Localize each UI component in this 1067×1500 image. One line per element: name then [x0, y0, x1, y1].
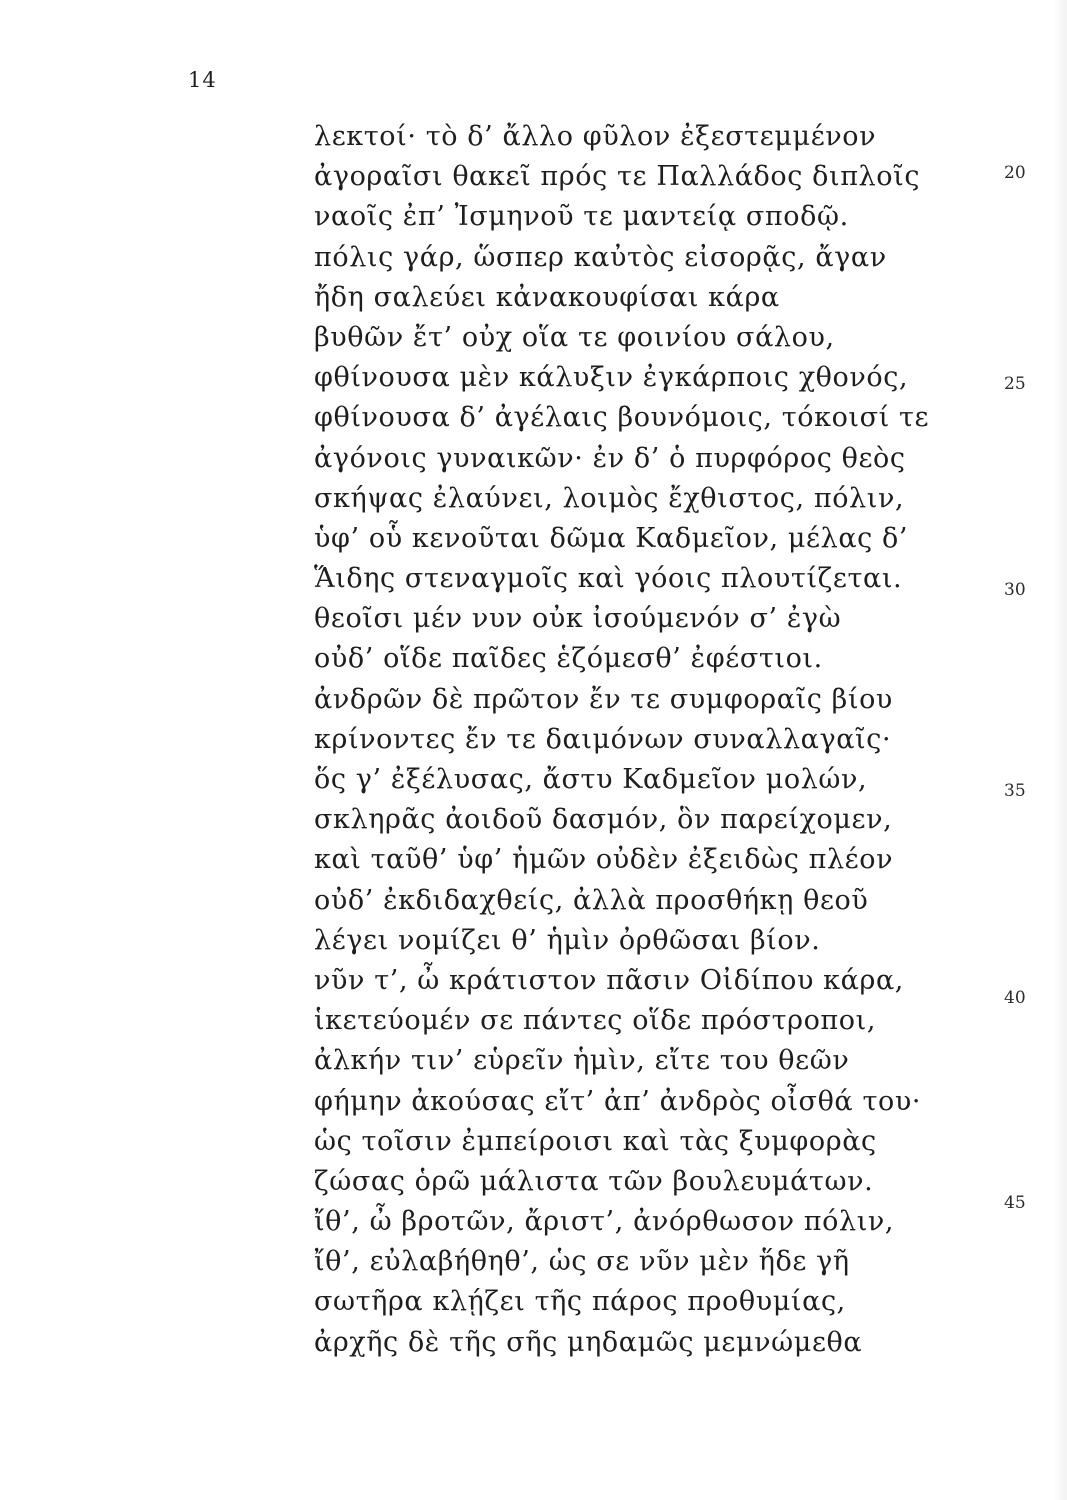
page-edge-shadow: [1053, 0, 1067, 1500]
verse-line: λεκτοί· τὸ δ’ ἄλλο φῦλον ἐξεστεμμένον: [314, 121, 877, 152]
line-number: 40: [1004, 988, 1026, 1008]
verse-line: ἀγόνοις γυναικῶν· ἐν δ’ ὁ πυρφόρος θεὸς: [314, 442, 906, 474]
verse-line: λέγει νομίζει θ’ ἡμὶν ὀρθῶσαι βίον.: [314, 924, 821, 956]
verse-line: ναοῖς ἐπ’ Ἰσμηνοῦ τε μαντείᾳ σποδῷ.: [314, 201, 849, 233]
verse-line: ἀγοραῖσι θακεῖ πρός τε Παλλάδος διπλοῖς: [314, 161, 921, 193]
verse-line: ὅς γ’ ἐξέλυσας, ἄστυ Καδμεῖον μολών,: [314, 764, 868, 795]
verse-line: ἴθ’, ὦ βροτῶν, ἄριστ’, ἀνόρθωσον πόλιν,: [314, 1206, 895, 1238]
line-number: 35: [1004, 781, 1026, 801]
verse-line: θεοῖσι μέν νυν οὐκ ἰσούμενόν σ’ ἐγὼ: [314, 603, 842, 635]
verse-line: φήμην ἀκούσας εἴτ’ ἀπ’ ἀνδρὸς οἶσθά του·: [314, 1085, 922, 1117]
verse-line: σωτῆρα κλῄζει τῆς πάρος προθυμίας,: [314, 1286, 846, 1318]
verse-line: σκήψας ἐλαύνει, λοιμὸς ἔχθιστος, πόλιν,: [314, 482, 905, 514]
line-number: 30: [1004, 580, 1026, 600]
verse-line: Ἅιδης στεναγμοῖς καὶ γόοις πλουτίζεται.: [314, 563, 903, 595]
verse-line: φθίνουσα μὲν κάλυξιν ἐγκάρποις χθονός,: [314, 362, 909, 394]
verse-line: ἤδη σαλεύει κἀνακουφίσαι κάρα: [314, 281, 780, 313]
verse-line: οὐδ’ ἐκδιδαχθείς, ἀλλὰ προσθήκῃ θεοῦ: [314, 884, 869, 916]
verse-line: ἀρχῆς δὲ τῆς σῆς μηδαμῶς μεμνώμεθα: [314, 1326, 863, 1358]
verse-line: νῦν τ’, ὦ κράτιστον πᾶσιν Οἰδίπου κάρα,: [314, 964, 904, 996]
verse-line: ὡς τοῖσιν ἐμπείροισι καὶ τὰς ξυμφορὰς: [314, 1125, 877, 1157]
verse-line: οὐδ’ οἵδε παῖδες ἑζόμεσθ’ ἐφέστιοι.: [314, 643, 823, 675]
line-number: 20: [1004, 163, 1026, 183]
verse-line: πόλις γάρ, ὥσπερ καὐτὸς εἰσορᾷς, ἄγαν: [314, 241, 887, 273]
verse-line: καὶ ταῦθ’ ὑφ’ ἡμῶν οὐδὲν ἐξειδὼς πλέον: [314, 844, 894, 876]
page-number: 14: [188, 68, 217, 92]
line-number: 25: [1004, 374, 1026, 394]
verse-line: φθίνουσα δ’ ἀγέλαις βουνόμοις, τόκοισί τε: [314, 402, 930, 434]
verse-line: βυθῶν ἔτ’ οὐχ οἵα τε φοινίου σάλου,: [314, 321, 835, 353]
verse-line: ὑφ’ οὗ κενοῦται δῶμα Καδμεῖον, μέλας δ’: [314, 522, 909, 554]
verse-text-block: [314, 117, 974, 1363]
verse-line: ἀλκήν τιν’ εὑρεῖν ἡμὶν, εἴτε του θεῶν: [314, 1045, 850, 1077]
verse-line: ἱκετεύομέν σε πάντες οἵδε πρόστροποι,: [314, 1005, 877, 1037]
verse-line: σκληρᾶς ἀοιδοῦ δασμόν, ὃν παρείχομεν,: [314, 804, 893, 836]
verse-line: κρίνοντες ἔν τε δαιμόνων συναλλαγαῖς·: [314, 723, 892, 755]
line-number: 45: [1004, 1193, 1026, 1213]
verse-line: ἀνδρῶν δὲ πρῶτον ἔν τε συμφοραῖς βίου: [314, 683, 893, 715]
verse-line: ζώσας ὁρῶ μάλιστα τῶν βουλευμάτων.: [314, 1165, 874, 1197]
verse-line: ἴθ’, εὐλαβήθηθ’, ὡς σε νῦν μὲν ἥδε γῆ: [314, 1246, 850, 1278]
